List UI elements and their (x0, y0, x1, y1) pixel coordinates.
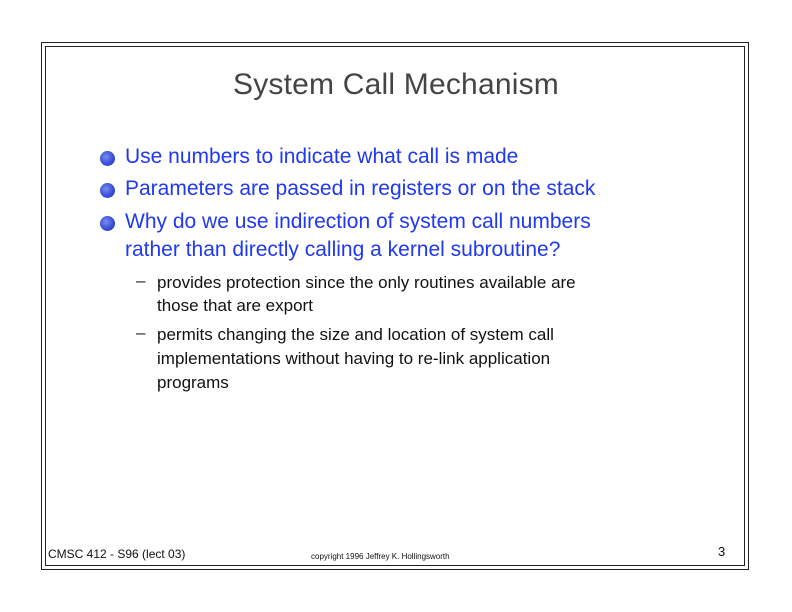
page-number: 3 (718, 544, 726, 559)
sub-bullet-text-line-1: permits changing the size and location of system call (157, 325, 554, 344)
sub-bullet-text-line-2: implementations without having to re-link application (157, 349, 551, 368)
bullet-dot-icon (100, 183, 115, 198)
dash-marker: – (136, 271, 146, 290)
bullet-text: Parameters are passed in registers or on the stack (125, 177, 596, 200)
slide-title: System Call Mechanism (233, 68, 559, 101)
bullet-dot-icon (100, 216, 115, 231)
dash-marker: – (136, 323, 146, 342)
bullet-dot-icon (100, 151, 115, 166)
sub-bullet-text-line-3: programs (157, 373, 229, 392)
sub-bullet-text-line-1: provides protection since the only routines available are (157, 273, 576, 292)
footer-course-label: CMSC 412 - S96 (lect 03) (48, 547, 186, 561)
footer-copyright: copyright 1996 Jeffrey K. Hollingsworth (311, 552, 450, 561)
bullet-text-line-2: rather than directly calling a kernel subroutine? (125, 238, 561, 261)
sub-bullet-text-line-2: those that are export (157, 296, 313, 315)
bullet-text: Use numbers to indicate what call is made (125, 145, 519, 168)
bullet-text-line-1: Why do we use indirection of system call numbers (125, 210, 591, 233)
